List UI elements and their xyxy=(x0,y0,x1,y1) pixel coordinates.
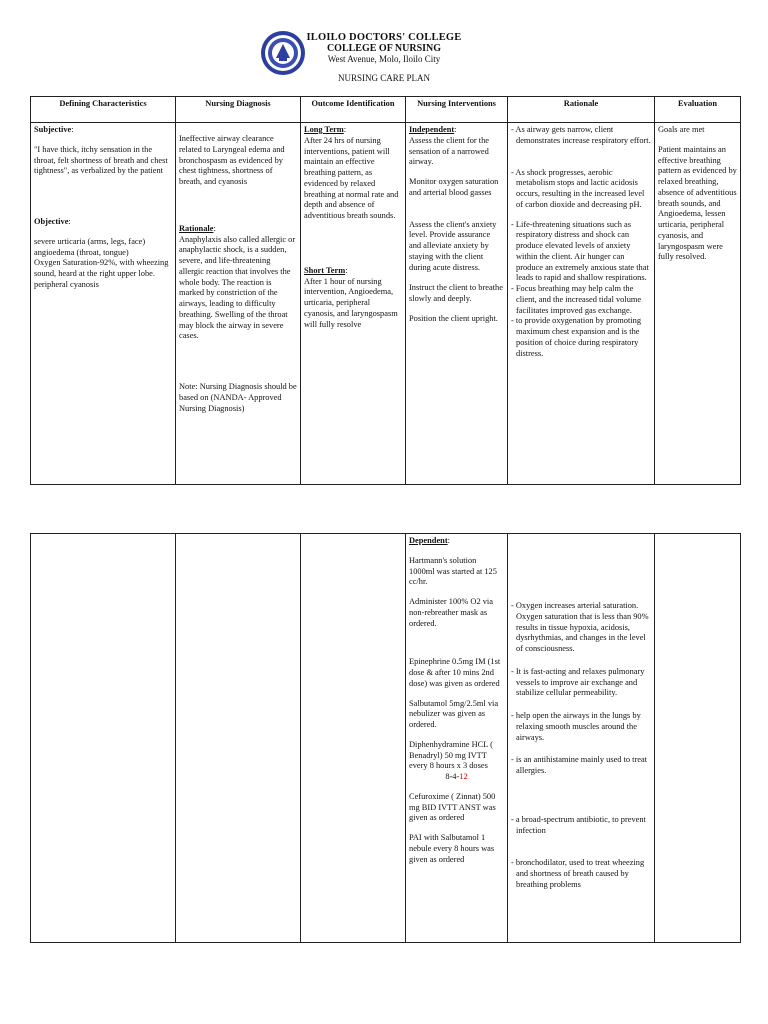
date-part: 8-4- xyxy=(445,772,460,781)
date-part-red: 12 xyxy=(459,772,468,781)
objective-label: Objective xyxy=(34,217,69,226)
col-header-outcome: Outcome Identification xyxy=(301,97,406,123)
independent-label: Independent xyxy=(409,125,455,134)
rationale-2: - As shock progresses, aerobic metabolism stops and lactic acidosis occurs, resulting in the increased level of carbon dioxide and decreasing pH. xyxy=(511,167,645,209)
dependent-interventions-cell: Dependent: Hartmann's solution 1000ml was started at 125 cc/hr. Administer 100% O2 via non-rebreather mask as ordered. Epinephrine 0.5mg IM (1st dose & after 10 mins 2nd dose) was given as ordered Salbutamol 5mg/2.5ml via nebulizer was given as ordered. Diphenhydramine HCL ( Benadryl) 50 mg IVTT every 8 hours x 3 doses 8-4-12 Cefuroxime ( Zinnat) 500 mg BID IVTT ANST was given as ordered PAI with Salbutamol 1 nebule every 8 hours was given as ordered xyxy=(406,534,508,943)
dependent-5: Diphenhydramine HCL ( Benadryl) 50 mg IVTT every 8 hours x 3 doses xyxy=(409,739,493,771)
col-header-rationale: Rationale xyxy=(508,97,655,123)
nursing-diagnosis-cell: Ineffective airway clearance related to Laryngeal edema and bronchospasm as evidenced by chest tightness, shortness of breath, and cyanosis Rationale: Anaphylaxis also called allergic or anaphylactic shock, is a sudden, severe, and life-threatening allergic reaction that involves the whole body. The reaction is marked by constriction of the airways, leading to difficulty breathing. Swelling of the throat may block the airway in severe cases. Note: Nursing Diagnosis should be based on (NANDA- Approved Nursing Diagnosis) xyxy=(176,123,301,485)
intervention-4: Instruct the client to breathe slowly and deeply. xyxy=(409,283,503,303)
intervention-1: Assess the client for the sensation of a narrowed airway. xyxy=(409,135,490,167)
diagnosis-rationale-text: Anaphylaxis also called allergic or anaphylactic shock, is a sudden, severe, and life-threatening allergic reaction that involves the whole body. The reaction is marked by constriction of the airways, leading to difficulty breathing. Swelling of the throat may block the airway in severe cases. xyxy=(179,234,296,341)
diagnosis-rationale-label: Rationale xyxy=(179,223,214,233)
empty-defining-cell xyxy=(31,534,176,943)
nanda-note: Note: Nursing Diagnosis should be based on (NANDA- Approved Nursing Diagnosis) xyxy=(179,382,297,413)
empty-evaluation-cell xyxy=(655,534,741,943)
col-header-interventions: Nursing Interventions xyxy=(406,97,508,123)
long-term-text: After 24 hrs of nursing interventions, patient will maintain an effective breathing pattern, as evidenced by relaxed breathing at normal rate and depth and absence of adventitious breath sounds. xyxy=(304,135,399,220)
col-header-evaluation: Evaluation xyxy=(655,97,741,123)
dependent-5-date xyxy=(409,772,504,783)
care-plan-table-page2 xyxy=(30,533,741,943)
long-term-label: Long Term xyxy=(304,125,344,134)
dep-rationale-5: - is an antihistamine mainly used to treat allergies. xyxy=(511,755,648,775)
defining-characteristics-cell: Subjective: "I have thick, itchy sensation in the throat, felt shortness of breath and chest tightness", as verbalized by the patient Objective: severe urticaria (arms, legs, face) angioedema (throat, tongue) Oxygen Saturation-92%, with wheezing sound, heard at the right upper lobe. peripheral cyanosis xyxy=(31,123,176,485)
col-header-defining: Defining Characteristics xyxy=(31,97,176,123)
school-address: West Avenue, Molo, Iloilo City xyxy=(327,54,441,64)
col-header-diagnosis: Nursing Diagnosis xyxy=(176,97,301,123)
rationale-4: - Focus breathing may help calm the client, and the increased tidal volume facilitates improved gas exchange. xyxy=(511,284,642,315)
rationale-1: - As airway gets narrow, client demonstrates increase respiratory effort. xyxy=(511,125,651,145)
dependent-4: Salbutamol 5mg/2.5ml via nebulizer was given as ordered. xyxy=(409,698,499,729)
interventions-cell: Independent: Assess the client for the sensation of a narrowed airway. Monitor oxygen saturation and arterial blood gasses Assess the client's anxiety level. Provide assurance and alleviate anxiety by staying with the client during acute distress. Instruct the client to breathe slowly and deeply. Position the client upright. xyxy=(406,123,508,485)
rationale-5: - to provide oxygenation by promoting maximum chest expansion and is the position of choice during respiratory distress. xyxy=(511,316,642,358)
evaluation-2: Patient maintains an effective breathing pattern as evidenced by relaxed breathing, absence of adventitious breath sounds, and Angioedema, lessen urticaria, peripheral cyanosis, and laryngospasm were fully resolved. xyxy=(658,144,737,262)
document-title: NURSING CARE PLAN xyxy=(337,73,430,83)
short-term-text: After 1 hour of nursing intervention, Angioedema, urticaria, peripheral cyanosis, and laryngospasm will fully resolve xyxy=(304,276,398,329)
dependent-label: Dependent xyxy=(409,536,448,545)
intervention-2: Monitor oxygen saturation and arterial blood gasses xyxy=(409,177,499,197)
dependent-2: Administer 100% O2 via non-rebreather mask as ordered. xyxy=(409,597,493,628)
rationale-3: - Life-threatening situations such as respiratory distress and shock can produce elevated levels of anxiety within the client. Air hunger can produce an extremely anxious state that leads to rapid and shallow respirations. xyxy=(511,219,649,283)
evaluation-1: Goals are met xyxy=(658,125,705,134)
dependent-rationale-cell xyxy=(508,534,655,943)
dependent-1: Hartmann's solution 1000ml was started at 125 cc/hr. xyxy=(409,555,497,587)
table-row xyxy=(31,534,741,943)
table-row xyxy=(31,123,741,485)
college-name: ILOILO DOCTORS' COLLEGE xyxy=(306,32,462,43)
intervention-5: Position the client upright. xyxy=(409,313,498,323)
rationale-cell xyxy=(508,123,655,485)
objective-text-2: Oxygen Saturation-92%, with wheezing sound, heard at the right upper lobe. xyxy=(34,258,169,278)
subjective-text: "I have thick, itchy sensation in the throat, felt shortness of breath and chest tightness", as verbalized by the patient xyxy=(34,144,168,176)
dep-rationale-4: - help open the airways in the lungs by relaxing smooth muscles around the airways. xyxy=(511,711,641,742)
care-plan-table-page1 xyxy=(30,96,741,485)
dependent-6: Cefuroxime ( Zinnat) 500 mg BID IVTT ANST was given as ordered xyxy=(409,791,496,823)
school-name: COLLEGE OF NURSING xyxy=(326,43,442,54)
evaluation-cell xyxy=(655,123,741,485)
intervention-3: Assess the client's anxiety level. Provide assurance and alleviate anxiety by staying with the client during acute distress. xyxy=(409,219,497,272)
empty-diagnosis-cell xyxy=(176,534,301,943)
diagnosis-text: Ineffective airway clearance related to Laryngeal edema and bronchospasm as evidenced by chest tightness, shortness of breath, and cyanosis xyxy=(179,134,285,186)
table-header-row xyxy=(31,97,741,123)
objective-text-1: severe urticaria (arms, legs, face) angioedema (throat, tongue) xyxy=(34,236,146,257)
objective-text-3: peripheral cyanosis xyxy=(34,279,99,289)
dependent-3: Epinephrine 0.5mg IM (1st dose & after 10 mins 2nd dose) was given as ordered xyxy=(409,657,501,688)
dep-rationale-3: - It is fast-acting and relaxes pulmonary vessels to improve air exchange and stabilize cellular permeability. xyxy=(511,666,645,698)
dep-rationale-7: - bronchodilator, used to treat wheezing and shortness of breath caused by breathing problems xyxy=(511,858,645,889)
dep-rationale-2: - Oxygen increases arterial saturation. Oxygen saturation that is less than 90% results in tissue hypoxia, acidosis, dysrhythmias, and changes in the level of consciousness. xyxy=(511,601,649,653)
empty-outcome-cell xyxy=(301,534,406,943)
short-term-label: Short Term xyxy=(304,265,346,275)
subjective-label: Subjective xyxy=(34,125,72,134)
dep-rationale-6: - a broad-spectrum antibiotic, to prevent infection xyxy=(511,814,646,835)
outcome-cell: Long Term: After 24 hrs of nursing interventions, patient will maintain an effective breathing pattern, as evidenced by relaxed breathing at normal rate and depth and absence of adventitious breath sounds. Short Term: After 1 hour of nursing intervention, Angioedema, urticaria, peripheral cyanosis, and laryngospasm will fully resolve xyxy=(301,123,406,485)
dependent-7: PAI with Salbutamol 1 nebule every 8 hours was given as ordered xyxy=(409,833,495,864)
